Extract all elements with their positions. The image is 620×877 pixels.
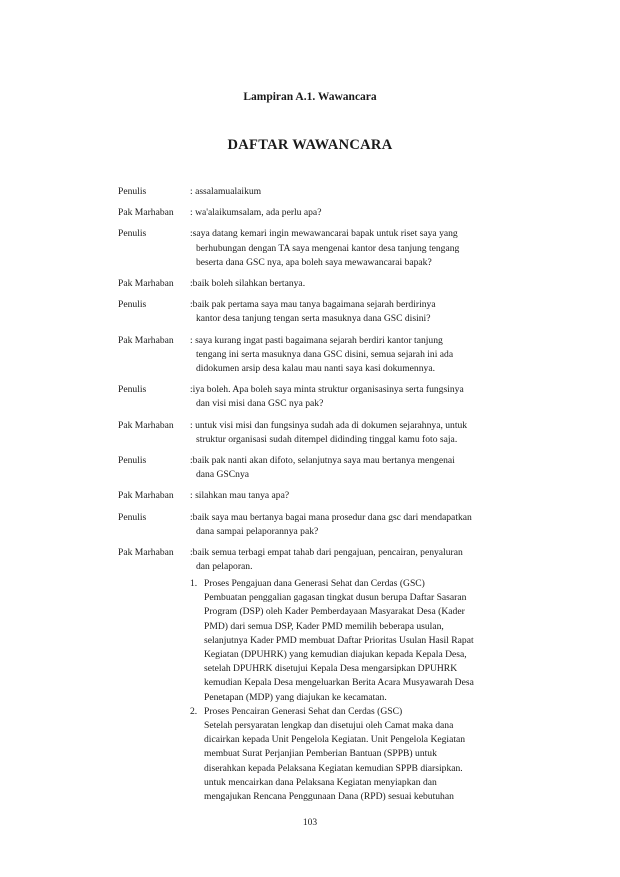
interview-row	[118, 546, 531, 574]
speaker-label: Penulis	[118, 511, 147, 523]
speaker-label: Pak Marhaban	[118, 334, 174, 346]
utterance-line: : wa'alaikumsalam, ada perlu apa?	[190, 207, 322, 219]
utterance-line: :baik pak pertama saya mau tanya bagaimana sejarah berdirinya	[190, 299, 436, 311]
procedure-item	[190, 705, 531, 804]
interview-row	[118, 206, 531, 220]
item-line: kemudian Kepala Desa mengeluarkan Berita Acara Musyawarah Desa	[204, 677, 474, 689]
utterance-text	[190, 227, 531, 270]
utterance-text	[190, 206, 531, 220]
utterance-line: tengang ini serta masuknya dana GSC disini, semua sejarah ini ada	[196, 348, 454, 360]
utterance-line: :baik pak nanti akan difoto, selanjutnya saya mau bertanya mengenai	[190, 455, 455, 467]
speaker-label: Penulis	[118, 384, 147, 396]
item-line: setelah DPUHRK disetujui Kepala Desa mengarsipkan DPUHRK	[204, 663, 458, 675]
item-line: untuk mencairkan dana Pelaksana Kegiatan menyiapkan dan	[204, 776, 437, 788]
document-title: DAFTAR WAWANCARA	[227, 137, 393, 153]
utterance-text	[190, 454, 531, 482]
item-number: 2.	[190, 705, 198, 717]
interview-row	[118, 277, 531, 291]
item-heading: Proses Pengajuan dana Generasi Sehat dan Cerdas (GSC)	[204, 578, 425, 589]
utterance-line: dan visi misi dana GSC nya pak?	[196, 398, 324, 410]
interview-row	[118, 383, 531, 411]
utterance-text	[190, 277, 531, 291]
interview-row	[118, 511, 531, 539]
item-line: mengajukan Rencana Penggunaan Dana (RPD) sesuai kebutuhan	[204, 791, 454, 803]
utterance-line: beserta dana GSC nya, apa boleh saya mewawancarai bapak?	[196, 256, 432, 268]
item-line: selanjutnya Kader PMD membuat Daftar Prioritas Usulan Hasil Rapat	[204, 634, 474, 646]
utterance-line: didokumen arsip desa kalau mau nanti saya kasi dokumennya.	[196, 363, 435, 375]
speaker-label: Pak Marhaban	[118, 419, 174, 431]
interview-row	[118, 298, 531, 326]
utterance-line: kantor desa tanjung tengan serta masuknya dana GSC disini?	[196, 313, 431, 325]
speaker-label: Pak Marhaban	[118, 278, 174, 290]
item-body	[204, 577, 531, 705]
utterance-line: :saya datang kemari ingin mewawancarai bapak untuk riset saya yang	[190, 228, 458, 240]
utterance-line: : untuk visi misi dan fungsinya sudah ada di dokumen sejarahnya, untuk	[190, 419, 468, 431]
utterance-line: :iya boleh. Apa boleh saya minta struktur organisasinya serta fungsinya	[190, 384, 464, 396]
utterance-text	[190, 298, 531, 326]
utterance-text	[190, 546, 531, 574]
interview-row	[118, 227, 531, 270]
utterance-text	[190, 383, 531, 411]
utterance-line: : silahkan mau tanya apa?	[190, 490, 290, 502]
item-line: dicairkan kepada Unit Pengelola Kegiatan. Unit Pengelola Kegiatan	[204, 734, 466, 746]
utterance-line: : saya kurang ingat pasti bagaimana sejarah berdiri kantor tanjung	[190, 334, 443, 346]
item-number: 1.	[190, 578, 198, 589]
interview-row	[118, 454, 531, 482]
procedure-list	[190, 577, 531, 804]
interview-row	[118, 419, 531, 447]
utterance-text	[190, 511, 531, 539]
item-line: diserahkan kepada Pelaksana Kegiatan kemudian SPPB diarsipkan.	[204, 762, 463, 774]
utterance-line: dana GSCnya	[196, 469, 250, 481]
speaker-label: Pak Marhaban	[118, 490, 174, 502]
item-line: membuat Surat Perjanjian Pemberian Bantuan (SPPB) untuk	[204, 748, 437, 760]
item-line: Pembuatan penggalian gagasan tingkat dusun berupa Daftar Sasaran	[204, 592, 467, 604]
utterance-line: dan pelaporan.	[196, 561, 253, 573]
speaker-label: Penulis	[118, 186, 147, 197]
interview-row	[118, 334, 531, 377]
utterance-line: struktur organisasi sudah ditempel didinding tinggal kamu foto saja.	[196, 433, 458, 445]
item-line: Kegiatan (DPUHRK) yang kemudian diajukan kepada Kepala Desa,	[204, 649, 467, 661]
item-line: PMD) dari semua DSP, Kader PMD memilih beberapa usulan,	[204, 620, 444, 632]
speaker-label: Penulis	[118, 299, 147, 311]
utterance-text	[190, 419, 531, 447]
item-line: Setelah persyaratan lengkap dan disetujui oleh Camat maka dana	[204, 720, 454, 732]
utterance-line: dana sampai pelaporannya pak?	[196, 525, 319, 537]
page-number: 103	[302, 818, 318, 828]
utterance-line: :baik saya mau bertanya bagai mana prosedur dana gsc dari mendapatkan	[190, 511, 472, 523]
utterance-line: : assalamualaikum	[190, 186, 262, 197]
interview-row	[118, 185, 531, 199]
utterance-text	[190, 185, 531, 199]
item-line: Program (DSP) oleh Kader Pemberdayaan Masyarakat Desa (Kader	[204, 606, 465, 618]
speaker-label: Pak Marhaban	[118, 207, 174, 219]
procedure-item	[190, 577, 531, 705]
speaker-label: Penulis	[118, 455, 147, 467]
interview-row	[118, 489, 531, 503]
item-heading: Proses Pencairan Generasi Sehat dan Cerdas (GSC)	[204, 705, 403, 717]
item-line: Penetapan (MDP) yang diajukan ke kecamatan.	[204, 691, 387, 703]
utterance-text	[190, 334, 531, 377]
item-body	[204, 705, 531, 804]
speaker-label: Pak Marhaban	[118, 547, 174, 559]
appendix-title: Lampiran A.1. Wawancara	[243, 91, 377, 103]
utterance-line: berhubungan dengan TA saya mengenai kantor desa tanjung tengang	[196, 242, 460, 254]
utterance-line: :baik semua terbagi empat tahab dari pengajuan, pencairan, penyaluran	[190, 547, 463, 559]
interview-list	[118, 185, 531, 581]
speaker-label: Penulis	[118, 228, 147, 240]
utterance-text	[190, 489, 531, 503]
utterance-line: :baik boleh silahkan bertanya.	[190, 278, 306, 290]
